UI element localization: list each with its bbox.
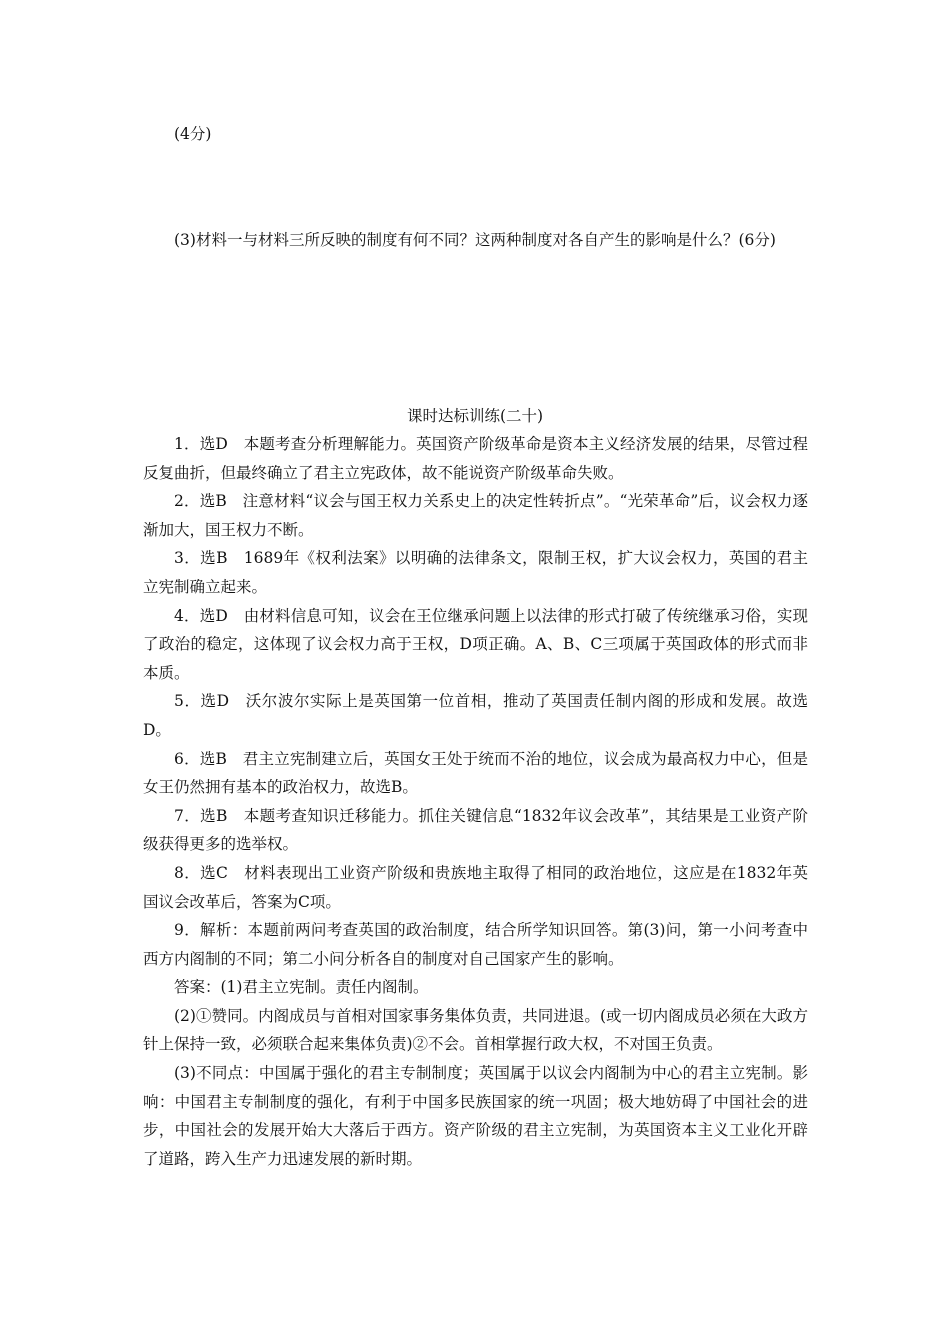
answer-5: 5．选D 沃尔波尔实际上是英国第一位首相，推动了英国责任制内阁的形成和发展。故选D。 xyxy=(143,692,808,739)
answer-2: 2．选B 注意材料“议会与国王权力关系史上的决定性转折点”。“光荣革命”后，议会权力逐渐加大，国王权力不断。 xyxy=(143,492,808,539)
answer-4: 4．选D 由材料信息可知，议会在王位继承问题上以法律的形式打破了传统继承习俗，实现了政治的稳定，这体现了议会权力高于王权，D项正确。A、B、C三项属于英国政体的形式而非本质。 xyxy=(143,606,808,682)
question-3: (3)材料一与材料三所反映的制度有何不同？这两种制度对各自产生的影响是什么？(6分) xyxy=(174,231,776,249)
answer-7: 7．选B 本题考查知识迁移能力。抓住关键信息“1832年议会改革”，其结果是工业资产阶级获得更多的选举权。 xyxy=(143,806,808,854)
answer-9-part1: 答案：(1)君主立宪制。责任内阁制。 xyxy=(174,978,429,997)
answer-9-part3: (3)不同点：中国属于强化的君主专制制度；英国属于以议会内阁制为中心的君主立宪制。影响：中国君主专制制度的强化，有利于中国多民族国家的统一巩固；极大地妨碍了中国社会的进步，中国社会的发展开始大大落后于西方。资产阶级的君主立宪制，为英国资本主义工业化开辟了道路，跨入生产力迅速发展的新时期。 xyxy=(143,1064,808,1168)
answer-9-part2: (2)①赞同。内阁成员与首相对国家事务集体负责，共同进退。(或一切内阁成员必须在大政方针上保持一致，必须联合起来集体负责)②不会。首相掌握行政大权，不对国王负责。 xyxy=(143,1006,808,1054)
section-title: 课时达标训练(二十) xyxy=(406,407,544,425)
score-note: (4分) xyxy=(174,125,212,143)
answer-1: 1．选D 本题考查分析理解能力。英国资产阶级革命是资本主义经济发展的结果，尽管过程反复曲折，但最终确立了君主立宪政体，故不能说资产阶级革命失败。 xyxy=(143,435,808,482)
answer-list xyxy=(143,430,808,1173)
answer-3: 3．选B 1689年《权利法案》以明确的法律条文，限制王权，扩大议会权力，英国的君主立宪制确立起来。 xyxy=(143,549,808,596)
answer-9-analysis: 9．解析：本题前两问考查英国的政治制度，结合所学知识回答。第(3)问，第一小问考查中西方内阁制的不同；第二小问分析各自的制度对自己国家产生的影响。 xyxy=(143,921,808,968)
answer-8: 8．选C 材料表现出工业资产阶级和贵族地主取得了相同的政治地位，这应是在1832年英国议会改革后，答案为C项。 xyxy=(143,863,808,911)
answer-6: 6．选B 君主立宪制建立后，英国女王处于统而不治的地位，议会成为最高权力中心，但是女王仍然拥有基本的政治权力，故选B。 xyxy=(143,749,808,797)
